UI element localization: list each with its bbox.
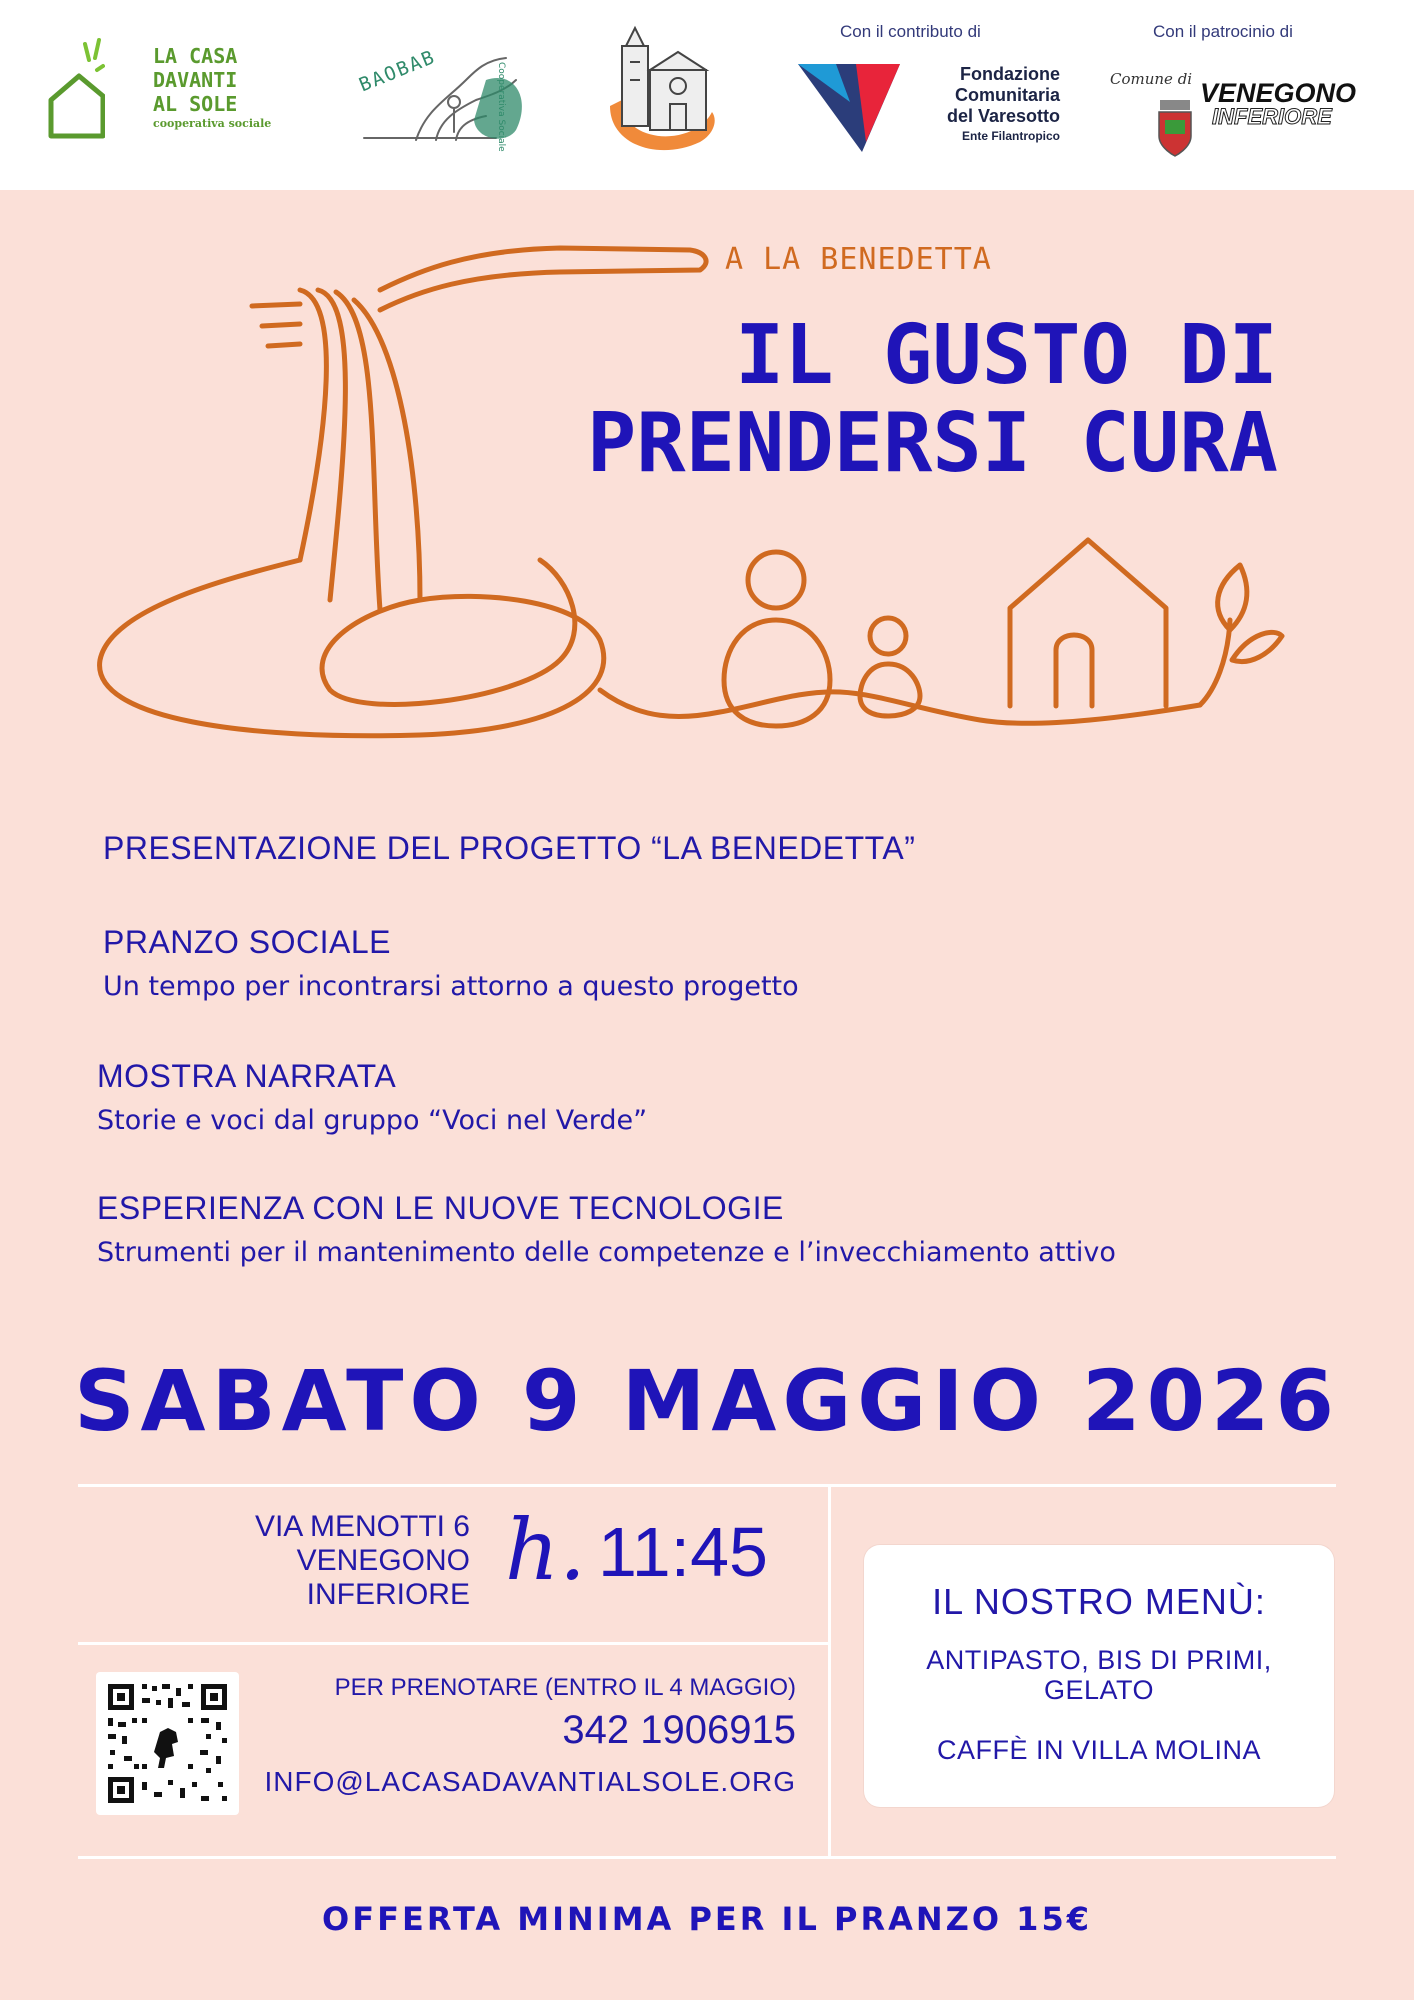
fondazione-line: del Varesotto [946,106,1060,126]
program-heading: PRESENTAZIONE DEL PROGETTO “LA BENEDETTA” [103,830,916,866]
sprout-stem [1200,620,1230,705]
divider [78,1856,1336,1859]
contributo-label: Con il contributo di [840,22,981,41]
fork-tine [268,344,300,346]
adult-head [748,552,804,608]
program-item [103,830,915,867]
ground-line [600,690,1200,723]
patrocinio-label: Con il patrocinio di [1153,22,1293,41]
event-title [440,308,1278,491]
program-subtitle: Un tempo per incontrarsi attorno a questo progetto [103,971,799,1002]
title-line-1: IL GUSTO DI [734,308,1278,403]
child-head [870,618,906,654]
program-item [103,924,799,1002]
house-outline [1010,540,1166,706]
baobab-side-text: Cooperativa Sociale [496,62,506,152]
divider [78,1484,1336,1487]
program-item [97,1190,1116,1268]
child-body [860,664,920,716]
fork-tine [262,324,300,326]
booking-qr-code[interactable] [96,1672,239,1815]
house-door [1056,635,1092,706]
comune-prefix: Comune di [1110,70,1193,88]
program-subtitle: Storie e voci dal gruppo “Voci nel Verde” [97,1105,648,1136]
fondazione-logo-text [908,64,1060,145]
menu-line: CAFFÈ IN VILLA MOLINA [936,1735,1262,1765]
casa-logo-text [153,44,271,132]
comune-coat-of-arms-icon [1156,98,1194,158]
fondazione-subtitle: Ente Filantropico [961,129,1060,143]
casa-logo-line: LA CASA [153,44,238,68]
menu-title: IL NOSTRO MENÙ: [932,1581,1266,1622]
comune-name-top: VENEGONO [1200,78,1357,108]
divider [828,1484,831,1858]
program-heading: ESPERIENZA CON LE NUOVE TECNOLOGIE [97,1190,784,1226]
address-line: INFERIORE [306,1578,470,1611]
sprout-leaf [1232,632,1282,661]
booking-phone[interactable]: 342 1906915 [562,1708,796,1752]
fondazione-logo-icon [796,62,902,154]
event-time: 11:45 [598,1513,768,1591]
menu-line: GELATO [1043,1675,1155,1705]
program-subtitle: Strumenti per il mantenimento delle competenze e l’invecchiamento attivo [97,1237,1116,1268]
casa-sun-house-icon [45,36,105,142]
fondazione-line: Comunitaria [954,85,1060,105]
event-date: SABATO 9 MAGGIO 2026 [74,1352,1340,1450]
sponsor-header [0,0,1414,190]
event-address [160,1510,470,1612]
event-eyebrow: A LA BENEDETTA [725,242,992,277]
fondazione-line: Fondazione [960,64,1060,84]
qr-code-icon [96,1672,239,1815]
baobab-tree-logo-icon [356,40,536,152]
plate-swirl [100,560,604,736]
program-heading: MOSTRA NARRATA [97,1058,397,1094]
church-hands-logo-icon [600,16,720,162]
booking-label: PER PRENOTARE (ENTRO IL 4 MAGGIO) [334,1674,796,1701]
booking-email[interactable]: INFO@LACASADAVANTIALSOLE.ORG [264,1766,796,1797]
casa-logo-line: AL SOLE [153,92,238,116]
baobab-logo-text: BAOBAB [356,45,440,97]
fork-handle [380,248,706,310]
casa-logo-subtitle: cooperativa sociale [153,117,272,130]
address-line: VIA MENOTTI 6 [254,1510,470,1543]
time-prefix: h. [505,1501,586,1599]
casa-logo-line: DAVANTI [153,68,238,92]
comune-name-bottom: INFERIORE [1212,104,1332,129]
menu-line: ANTIPASTO, BIS DI PRIMI, [926,1645,1272,1675]
noodle-strand [300,290,326,560]
menu-box [864,1545,1334,1807]
program-heading: PRANZO SOCIALE [103,924,391,960]
address-line: VENEGONO [296,1544,470,1577]
fork-tine [252,304,300,306]
divider [78,1642,828,1645]
program-item [97,1058,647,1136]
title-line-2: PRENDERSI CURA [586,396,1278,491]
minimum-offer-footer: OFFERTA MINIMA PER IL PRANZO 15€ [322,1900,1092,1938]
